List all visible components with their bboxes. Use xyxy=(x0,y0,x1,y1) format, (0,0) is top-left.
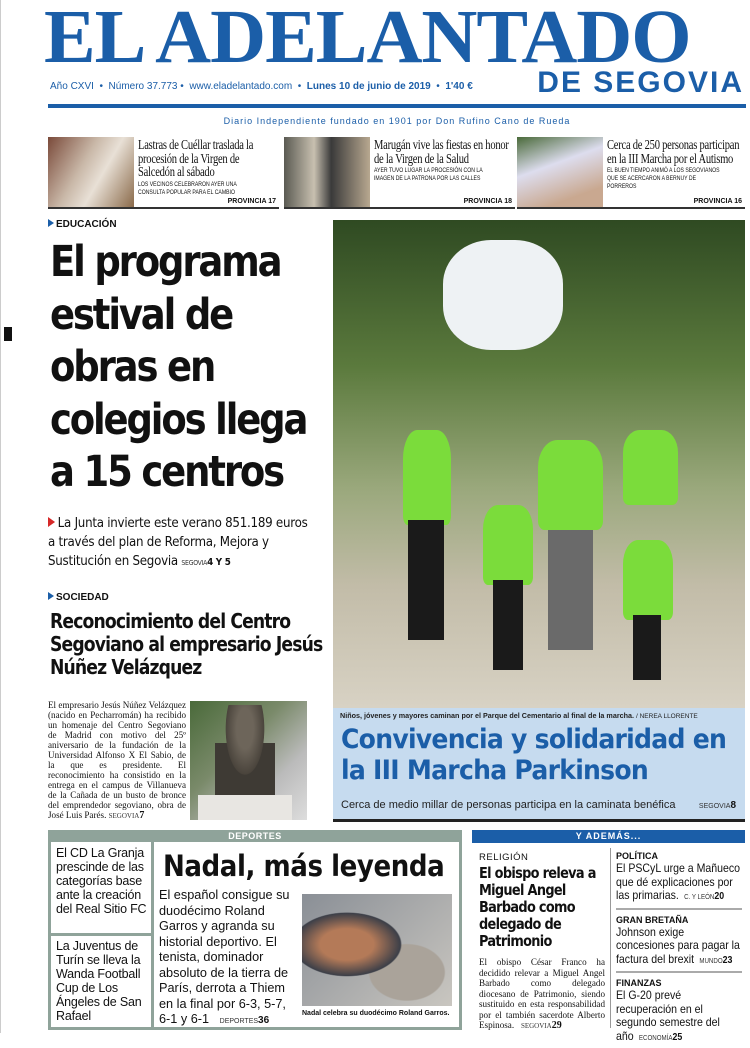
teaser-page: PROVINCIA 18 xyxy=(463,198,512,205)
sociedad-headline[interactable]: Reconocimiento del Centro Segoviano al empresario Jesús Núñez Velázquez xyxy=(50,609,323,679)
lead-subhead xyxy=(48,514,312,573)
photo-credit: / NEREA LLORENTE xyxy=(636,713,698,720)
tagline: Diario Independiente fundado en 1901 por Don Rufino Cano de Rueda xyxy=(223,116,571,126)
section-label-sociedad: SOCIEDAD xyxy=(48,592,109,603)
nadal-photo-caption: Nadal celebra su duodécimo Roland Garros. xyxy=(302,1010,450,1017)
walker xyxy=(403,430,451,525)
walker-legs xyxy=(493,580,523,670)
page-ref: C. Y LEÓN20 xyxy=(684,891,725,902)
religion-body: El obispo César Franco ha decidido relevar a Miguel Angel Barbado como delegado diocesano de Patrimonio, siendo sustituido en esta responsabilidad por el también sacerdote Alberto Espinosa. SEGOVIA29 xyxy=(479,957,605,1031)
ademas-item[interactable] xyxy=(616,849,742,910)
photo-story-subhead: Cerca de medio millar de personas participa en la caminata benéfica xyxy=(341,799,676,811)
teaser-headline: Marugán vive las fiestas en honor de la Virgen de la Salud xyxy=(374,137,509,166)
page-edge xyxy=(0,0,1,1033)
photo-story-headline: Convivencia y solidaridad en la III Marcha Parkinson xyxy=(341,724,727,786)
walker-legs xyxy=(548,530,593,650)
bust-figure xyxy=(215,705,275,800)
ademas-item[interactable] xyxy=(616,976,742,1048)
walker xyxy=(623,540,673,620)
section-label-educacion: EDUCACIÓN xyxy=(48,219,117,230)
deportes-body: El español consigue su duodécimo Roland Garros y agranda su historial deportivo. El tenista, dominador absoluto de la tierra de París, derrota a Thiem en la final por 6-3, 5-7, 6-1 y 6-1 DEPORTES36 xyxy=(159,888,290,1026)
religion-label: RELIGIÓN xyxy=(479,852,529,863)
ademas-item[interactable] xyxy=(616,913,742,974)
teaser-summary: EL BUEN TIEMPO ANIMÓ A LOS SEGOVIANOS QUE SE ACERCARON A BERNUY DE PORREROS xyxy=(607,167,720,190)
deportes-headline[interactable]: Nadal, más leyenda xyxy=(163,849,445,883)
walker xyxy=(483,505,533,585)
item-text: El G-20 prevé recuperación en el segundo semestre del año ECONOMÍA25 xyxy=(616,988,720,1043)
registration-mark xyxy=(4,327,12,341)
sky xyxy=(443,240,563,350)
year: Año CXVI xyxy=(50,81,94,92)
walker-legs xyxy=(408,520,444,640)
nadal-photo xyxy=(302,894,452,1006)
teaser-headline: Cerca de 250 personas participan en la III Marcha por el Autismo xyxy=(607,137,740,166)
page-ref: SEGOVIA29 xyxy=(520,1020,562,1031)
lead-headline[interactable]: El programa estival de obras en colegios llega a 15 centros xyxy=(50,237,307,497)
issue-number: Número 37.773 xyxy=(108,81,178,92)
teaser-page: PROVINCIA 17 xyxy=(227,198,276,205)
walker xyxy=(538,440,603,530)
item-label: GRAN BRETAÑA xyxy=(616,914,689,925)
divider xyxy=(51,933,151,936)
photo-story[interactable] xyxy=(333,708,745,822)
photo-caption: Niños, jóvenes y mayores caminan por el Parque del Cementario al final de la marcha. / NEREA LLORENTE xyxy=(340,711,698,720)
deportes-header: DEPORTES xyxy=(48,830,462,842)
page-ref: SEGOVIA4 Y 5 xyxy=(181,557,231,568)
page-ref: DEPORTES36 xyxy=(219,1015,270,1026)
walker xyxy=(623,430,678,505)
teaser-summary: AYER TUVO LUGAR LA PROCESIÓN CON LA IMAGEN DE LA PATRONA POR LAS CALLES xyxy=(374,167,483,182)
deportes-box xyxy=(48,830,462,1030)
teaser[interactable] xyxy=(48,137,279,209)
ademas-header: Y ADEMÁS... xyxy=(472,830,745,843)
sports-brief[interactable]: La Juventus de Turín se lleva la Wanda Football Cup de Los Ángeles de San Rafael xyxy=(56,939,142,1023)
newspaper-subtitle: DE SEGOVIA xyxy=(537,66,744,99)
ademas-box xyxy=(472,830,745,1043)
issue-date: Lunes 10 de junio de 2019 xyxy=(306,81,431,92)
page-ref: SEGOVIA7 xyxy=(108,810,145,821)
item-text: El PSCyL urge a Mañueco que dé explicaciones por las primarias. C. Y LEÓN20 xyxy=(616,861,741,902)
masthead-rule xyxy=(48,104,746,108)
teaser-photo xyxy=(284,137,370,207)
item-label: POLÍTICA xyxy=(616,851,658,861)
issue-info: Año CXVI • Número 37.773 • www.eladelantado.com • Lunes 10 de junio de 2019 • 1'40 € xyxy=(50,81,473,92)
walker-legs xyxy=(633,615,661,680)
religion-headline[interactable]: El obispo releva a Miguel Angel Barbado como delegado de Patrimonio xyxy=(479,864,596,950)
teaser-headline: Lastras de Cuéllar traslada la procesión de la Virgen de Salcedón al sábado xyxy=(138,137,254,179)
divider xyxy=(610,848,611,1028)
item-text: Johnson exige concesiones para pagar la factura del brexit MUNDO23 xyxy=(616,924,740,966)
sociedad-body-text: El empresario Jesús Núñez Velázquez (nacido en Pecharromán) ha recibido un homenaje del Centro Segoviano de Madrid con motivo del 25º aniversario de la fundación de la Universidad Alfonso X El Sabio, de la que es presidente. El reconocimiento ha consistido en la entrega en el campus de Villanueva de la Cañada de un busto de bronce del emprendedor segoviano, obra de José Luis Parés. xyxy=(48,700,186,820)
page-ref: MUNDO23 xyxy=(699,954,733,966)
teaser[interactable] xyxy=(284,137,515,209)
march-photo xyxy=(333,220,745,708)
price: 1'40 € xyxy=(445,81,473,92)
teaser-page: PROVINCIA 16 xyxy=(693,198,742,205)
teaser-photo xyxy=(517,137,603,207)
ademas-items xyxy=(616,849,742,1048)
sports-brief[interactable]: El CD La Granja prescinde de las categorías base ante la creación del Real Sitio FC xyxy=(56,846,147,916)
item-label: FINANZAS xyxy=(616,978,662,988)
teaser-photo xyxy=(48,137,134,207)
teaser[interactable] xyxy=(517,137,745,209)
teaser-summary: LOS VECINOS CELEBRARON AYER UNA CONSULTA POPULAR PARA EL CAMBIO xyxy=(138,180,237,196)
page-ref: SEGOVIA8 xyxy=(698,800,736,811)
lead-subhead-text: La Junta invierte este verano 851.189 euros a través del plan de Reforma, Mejora y Sustitución en Segovia xyxy=(48,515,308,569)
newspaper-title: EL ADELANTADO xyxy=(44,0,691,79)
divider xyxy=(151,842,154,1030)
page-ref: ECONOMÍA25 xyxy=(638,1031,683,1043)
website-link[interactable]: www.eladelantado.com xyxy=(189,81,293,92)
sociedad-body xyxy=(48,700,186,821)
bust-pedestal xyxy=(198,795,292,820)
